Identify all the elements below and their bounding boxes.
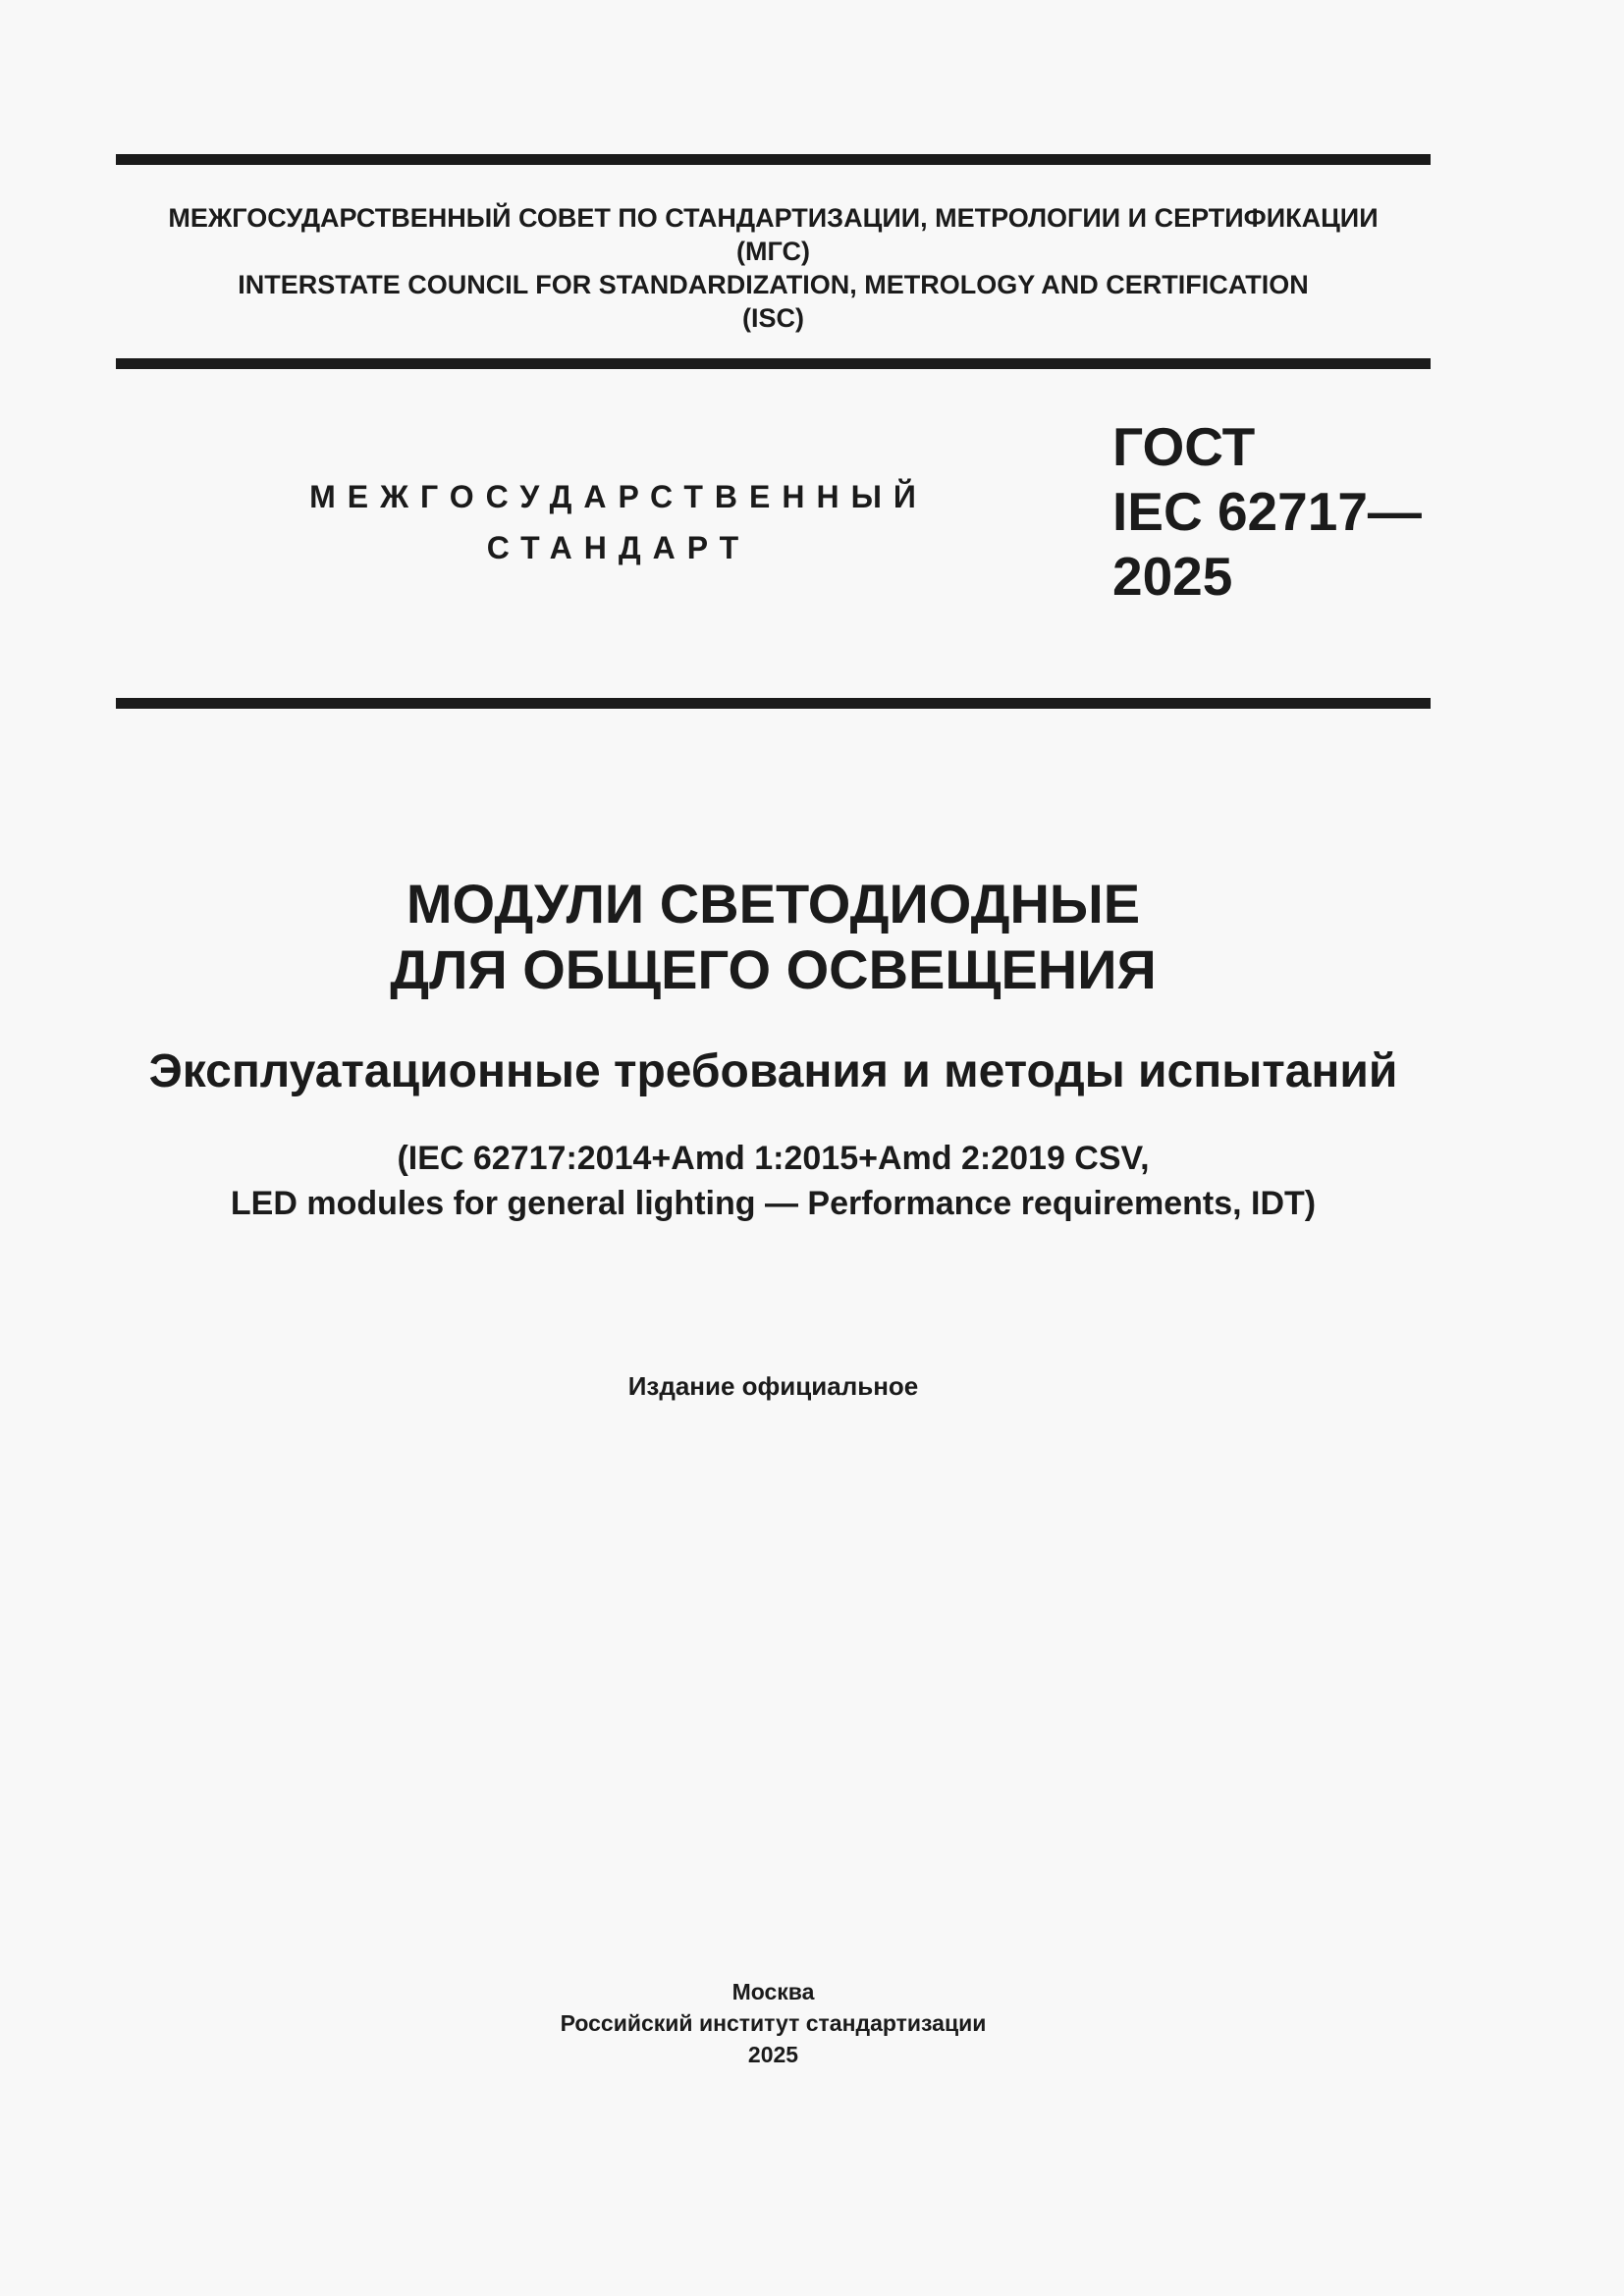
title-line2: ДЛЯ ОБЩЕГО ОСВЕЩЕНИЯ bbox=[390, 938, 1157, 1000]
publisher-institute: Российский институт стандартизации bbox=[560, 2010, 987, 2036]
standard-type bbox=[226, 471, 1011, 573]
council-abbr-en: (ISC) bbox=[742, 303, 804, 333]
standard-designation bbox=[1112, 414, 1422, 609]
designation-bottom-rule bbox=[116, 698, 1431, 709]
council-block bbox=[116, 201, 1431, 335]
council-name-en: INTERSTATE COUNCIL FOR STANDARDIZATION, METROLOGY AND CERTIFICATION bbox=[238, 270, 1309, 299]
designation-line2: IEC 62717— bbox=[1112, 481, 1422, 542]
standard-type-line1: МЕЖГОСУДАРСТВЕННЫЙ bbox=[309, 479, 928, 514]
council-abbr-ru: (МГС) bbox=[736, 237, 810, 266]
edition-label: Издание официальное bbox=[627, 1371, 919, 1401]
title-line1: МОДУЛИ СВЕТОДИОДНЫЕ bbox=[406, 873, 1141, 934]
council-name-ru: МЕЖГОСУДАРСТВЕННЫЙ СОВЕТ ПО СТАНДАРТИЗАЦИИ, МЕТРОЛОГИИ И СЕРТИФИКАЦИИ bbox=[168, 203, 1379, 233]
designation-line1: ГОСТ bbox=[1112, 416, 1256, 477]
iec-reference bbox=[116, 1136, 1431, 1226]
publisher-year: 2025 bbox=[747, 2042, 799, 2067]
top-rule bbox=[116, 154, 1431, 165]
designation-line3: 2025 bbox=[1112, 546, 1233, 607]
document-subtitle: Эксплуатационные требования и методы испытаний bbox=[148, 1045, 1398, 1097]
iec-reference-line2: LED modules for general lighting — Performance requirements, IDT) bbox=[230, 1185, 1317, 1222]
publisher-block bbox=[116, 1976, 1431, 2070]
council-bottom-rule bbox=[116, 358, 1431, 369]
standard-type-line2: СТАНДАРТ bbox=[486, 530, 751, 565]
publisher-city: Москва bbox=[731, 1979, 815, 2004]
document-title bbox=[116, 871, 1431, 1002]
iec-reference-line1: (IEC 62717:2014+Amd 1:2015+Amd 2:2019 CSV, bbox=[397, 1140, 1150, 1177]
